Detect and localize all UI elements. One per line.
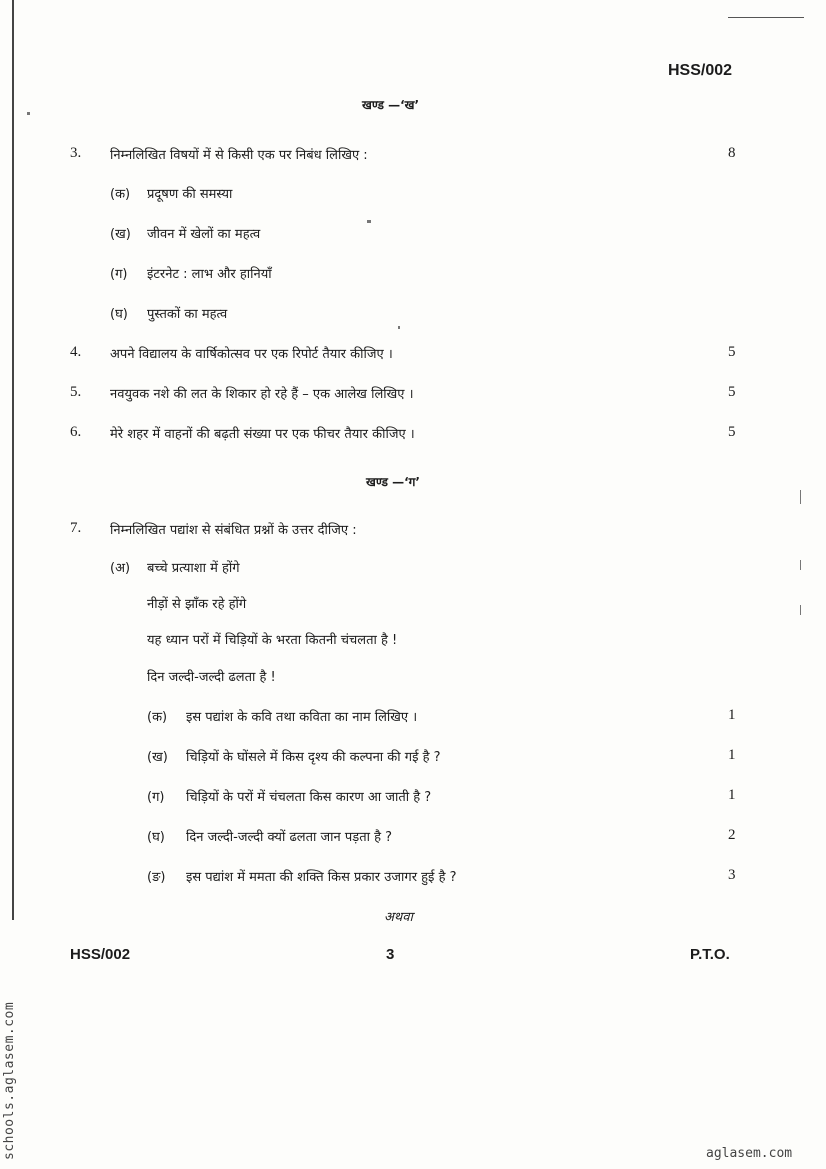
subq-text: चिड़ियों के परों में चंचलता किस कारण आ जाती है ? bbox=[186, 790, 432, 805]
q4-marks: 5 bbox=[728, 344, 736, 360]
page-number: 3 bbox=[386, 946, 395, 963]
q4-number: 4. bbox=[70, 344, 82, 360]
q7-text: निम्नलिखित पद्यांश से संबंधित प्रश्नों के उत्तर दीजिए : bbox=[110, 523, 357, 538]
subq-label: (ग) bbox=[147, 790, 165, 805]
q3-text: निम्नलिखित विषयों में से किसी एक पर निबंध लिखिए : bbox=[110, 148, 368, 163]
q5-text: नवयुवक नशे की लत के शिकार हो रहे हैं – एक आलेख लिखिए । bbox=[110, 387, 414, 402]
q3-marks: 8 bbox=[728, 145, 736, 161]
section-kha-title: खण्ड —‘ख’ bbox=[362, 98, 420, 112]
q6-marks: 5 bbox=[728, 424, 736, 440]
footer-paper-code: HSS/002 bbox=[70, 946, 131, 963]
subq-label: (ङ) bbox=[147, 870, 166, 885]
q3-option-text: जीवन में खेलों का महत्व bbox=[147, 227, 261, 242]
poem-line: दिन जल्दी-जल्दी ढलता है ! bbox=[147, 670, 276, 685]
q7-part-label: (अ) bbox=[110, 561, 131, 576]
q3-option-label: (ख) bbox=[110, 227, 131, 242]
subq-marks: 1 bbox=[728, 707, 736, 723]
subq-marks: 1 bbox=[728, 747, 736, 763]
subq-label: (क) bbox=[147, 710, 168, 725]
scan-speck bbox=[367, 220, 371, 223]
scan-speck bbox=[800, 605, 801, 615]
q3-option-text: पुस्तकों का महत्व bbox=[147, 307, 228, 322]
q3-option-label: (ग) bbox=[110, 267, 128, 282]
q3-option-text: इंटरनेट : लाभ और हानियाँ bbox=[147, 267, 272, 282]
q6-number: 6. bbox=[70, 424, 82, 440]
q3-number: 3. bbox=[70, 145, 82, 161]
subq-text: चिड़ियों के घोंसले में किस दृश्य की कल्पना की गई है ? bbox=[186, 750, 441, 765]
subq-marks: 3 bbox=[728, 867, 736, 883]
q6-text: मेरे शहर में वाहनों की बढ़ती संख्या पर एक फीचर तैयार कीजिए । bbox=[110, 427, 415, 442]
q7-number: 7. bbox=[70, 520, 82, 536]
header-paper-code: HSS/002 bbox=[668, 62, 733, 79]
q5-number: 5. bbox=[70, 384, 82, 400]
scan-speck bbox=[398, 326, 400, 329]
q3-option-label: (घ) bbox=[110, 307, 128, 322]
scan-top-line bbox=[728, 17, 804, 18]
subq-label: (ख) bbox=[147, 750, 168, 765]
side-watermark: schools.aglasem.com bbox=[2, 1001, 17, 1160]
bottom-watermark: aglasem.com bbox=[706, 1146, 793, 1161]
q4-text: अपने विद्यालय के वार्षिकोत्सव पर एक रिपोर्ट तैयार कीजिए । bbox=[110, 347, 393, 362]
subq-marks: 2 bbox=[728, 827, 736, 843]
subq-text: इस पद्यांश के कवि तथा कविता का नाम लिखिए । bbox=[186, 710, 418, 725]
section-ga-title: खण्ड —‘ग’ bbox=[366, 475, 420, 489]
q5-marks: 5 bbox=[728, 384, 736, 400]
subq-text: दिन जल्दी-जल्दी क्यों ढलता जान पड़ता है ? bbox=[186, 830, 393, 845]
subq-marks: 1 bbox=[728, 787, 736, 803]
q3-option-label: (क) bbox=[110, 187, 131, 202]
subq-text: इस पद्यांश में ममता की शक्ति किस प्रकार उजागर हुई है ? bbox=[186, 870, 457, 885]
scan-speck bbox=[800, 560, 801, 570]
scan-speck bbox=[27, 112, 30, 115]
scan-edge-line bbox=[12, 0, 14, 920]
or-text: अथवा bbox=[384, 910, 413, 925]
scan-speck bbox=[800, 490, 801, 504]
subq-label: (घ) bbox=[147, 830, 165, 845]
q3-option-text: प्रदूषण की समस्या bbox=[147, 187, 233, 202]
poem-line: यह ध्यान परों में चिड़ियों के भरता कितनी चंचलता है ! bbox=[147, 633, 398, 648]
poem-line: नीड़ों से झाँक रहे होंगे bbox=[147, 597, 247, 612]
pto-text: P.T.O. bbox=[690, 946, 730, 963]
poem-line: बच्चे प्रत्याशा में होंगे bbox=[147, 561, 240, 576]
